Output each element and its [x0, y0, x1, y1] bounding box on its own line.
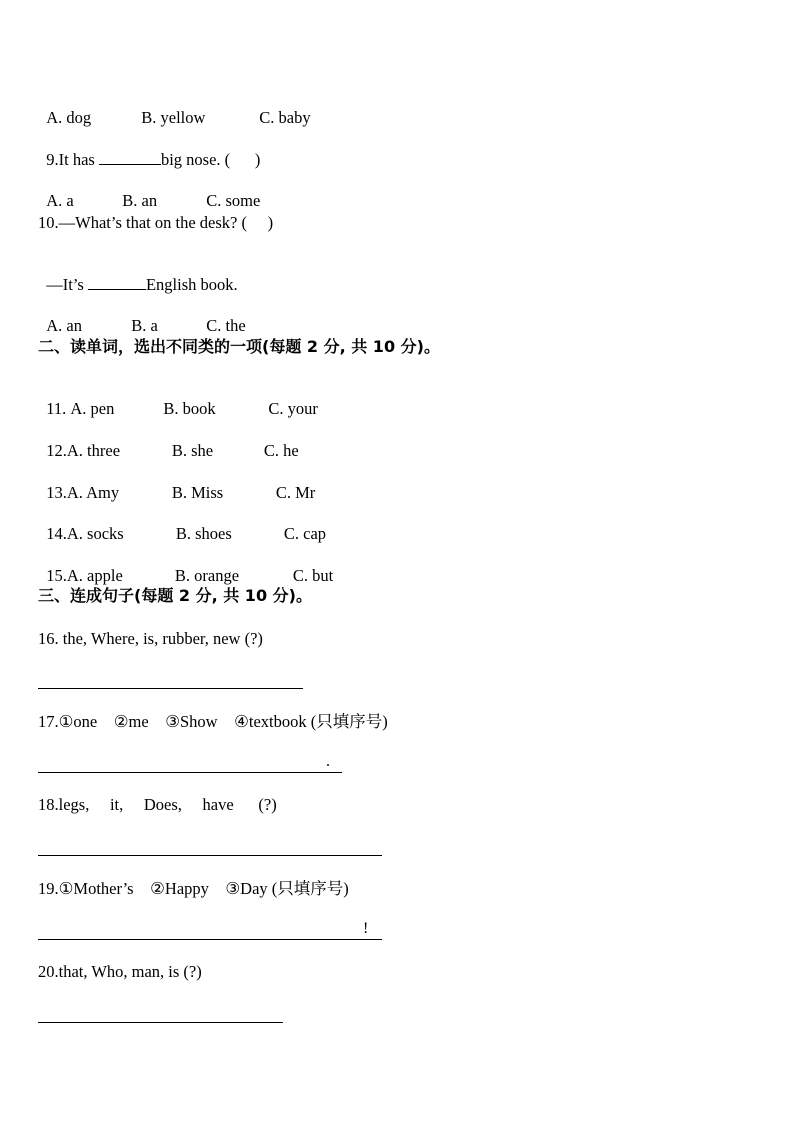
q16-prompt: 16. the, Where, is, rubber, new (?) [38, 629, 263, 648]
q17-end-punctuation: . [326, 753, 330, 770]
q10-text-post: English book. [145, 275, 238, 294]
q13-option-c: C. Mr [275, 483, 316, 502]
q9-option-c: C. some [206, 191, 261, 210]
q12-question [38, 421, 299, 461]
q9-option-a: A. a [46, 191, 74, 210]
q11-option-a: A. pen [70, 399, 115, 418]
q9-option-b: B. an [122, 191, 158, 210]
q10-options [38, 296, 246, 336]
q15-option-b: B. orange [174, 566, 240, 585]
q12-option-a: A. three [66, 441, 121, 460]
q8-options [38, 88, 311, 128]
q17-answer-line[interactable] [38, 752, 342, 773]
q13-option-a: A. Amy [66, 483, 120, 502]
q11-option-b: B. book [163, 399, 216, 418]
q14-option-b: B. shoes [175, 524, 232, 543]
q10-option-b: B. a [131, 316, 158, 335]
q15-number: 15. [46, 566, 67, 585]
q13-number: 13. [46, 483, 67, 502]
q10-blank[interactable] [88, 275, 146, 290]
q14-option-c: C. cap [283, 524, 327, 543]
q13-question [38, 463, 315, 503]
q19-answer-line[interactable] [38, 919, 382, 940]
q11-question [38, 379, 318, 419]
q12-option-b: B. she [171, 441, 214, 460]
q8-option-c: C. baby [259, 108, 311, 127]
q9-options [38, 171, 260, 211]
q19-end-punctuation: ! [363, 920, 369, 937]
section3-heading: 三、连成句子(每题 2 分, 共 10 分)。 [38, 586, 312, 605]
q19-prompt: 19.①Mother’s ②Happy ③Day (只填序号) [38, 879, 349, 898]
q8-option-a: A. dog [46, 108, 92, 127]
q9-blank[interactable] [99, 150, 161, 165]
section2-heading: 二、读单词，选出不同类的一项(每题 2 分, 共 10 分)。 [38, 337, 440, 356]
q18-prompt: 18.legs, it, Does, have (?) [38, 795, 277, 814]
q11-option-c: C. your [268, 399, 318, 418]
q8-option-b: B. yellow [141, 108, 206, 127]
q9-question [38, 130, 260, 170]
q17-prompt: 17.①one ②me ③Show ④textbook (只填序号) [38, 712, 388, 731]
q12-number: 12. [46, 441, 67, 460]
q9-text-pre: 9.It has [46, 150, 99, 169]
q20-answer-line[interactable] [38, 1002, 283, 1023]
q16-answer-line[interactable] [38, 668, 303, 689]
q15-option-a: A. apple [66, 566, 123, 585]
q15-option-c: C. but [292, 566, 334, 585]
q20-prompt: 20.that, Who, man, is (?) [38, 962, 202, 981]
q14-question [38, 504, 326, 544]
q11-number: 11. [46, 399, 71, 418]
q13-option-b: B. Miss [171, 483, 224, 502]
q14-option-a: A. socks [66, 524, 124, 543]
q10-option-c: C. the [206, 316, 246, 335]
q10-option-a: A. an [46, 316, 82, 335]
q10-text-pre: —It’s [46, 275, 88, 294]
q14-number: 14. [46, 524, 67, 543]
q15-question [38, 546, 333, 586]
q18-answer-line[interactable] [38, 835, 382, 856]
q10-answer [38, 255, 238, 295]
q10-question: 10.—What’s that on the desk? ( ) [38, 213, 274, 232]
q9-text-post: big nose. ( ) [160, 150, 261, 169]
q12-option-c: C. he [263, 441, 299, 460]
